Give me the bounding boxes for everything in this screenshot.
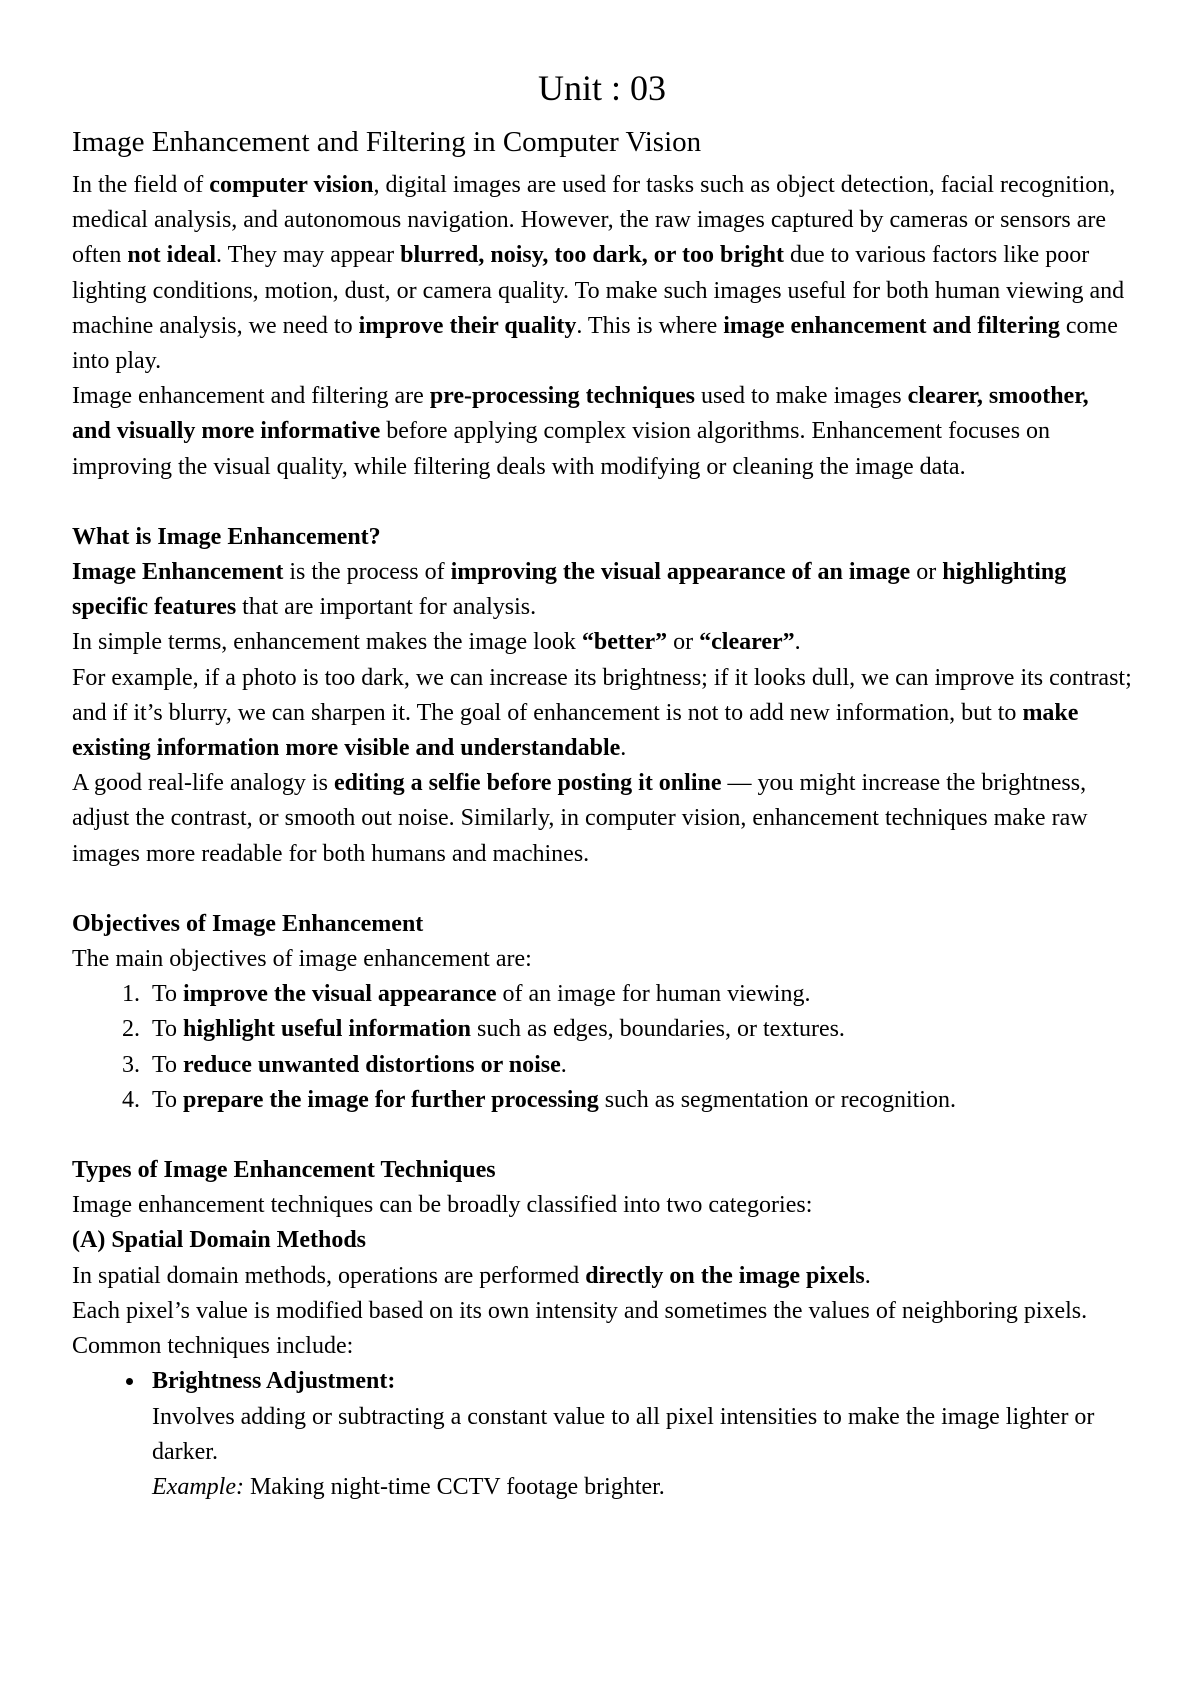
list-item: 1. To improve the visual appearance of an image for human viewing. — [146, 977, 1132, 1012]
section-heading-objectives: Objectives of Image Enhancement — [72, 910, 424, 937]
spacer — [72, 485, 1132, 520]
intro-paragraph-2: Image enhancement and filtering are pre-processing techniques used to make images clearer, smoother, and visually more informative before applying complex vision algorithms. Enhancement focuses on improving the visual quality, while filtering deals with modifying or cleaning the image data. — [72, 383, 1089, 480]
list-item: 2. To highlight useful information such as edges, boundaries, or textures. — [146, 1012, 1132, 1047]
unit-title: Unit : 03 — [537, 68, 666, 108]
techniques-list — [72, 1364, 1132, 1505]
spatial-paragraph-2: Each pixel’s value is modified based on its own intensity and sometimes the values of neighboring pixels. — [72, 1297, 1088, 1324]
what-is-paragraph-1: Image Enhancement is the process of improving the visual appearance of an image or highlighting specific features that are important for analysis. — [72, 559, 1067, 621]
list-item — [146, 1364, 1132, 1505]
section-heading-types: Types of Image Enhancement Techniques — [72, 1157, 496, 1184]
spatial-paragraph-3: Common techniques include: — [72, 1333, 354, 1360]
objectives-intro: The main objectives of image enhancement are: — [72, 946, 532, 973]
list-item: 4. To prepare the image for further processing such as segmentation or recognition. — [146, 1083, 1132, 1118]
technique-description: Involves adding or subtracting a constant value to all pixel intensities to make the image lighter or darker. — [152, 1403, 1095, 1465]
spacer — [72, 1118, 1132, 1153]
example-text: Making night-time CCTV footage brighter. — [243, 1473, 665, 1500]
what-is-paragraph-2: In simple terms, enhancement makes the image look “better” or “clearer”. — [72, 629, 801, 656]
what-is-paragraph-3: For example, if a photo is too dark, we can increase its brightness; if it looks dull, we can improve its contrast; and if it’s blurry, we can sharpen it. The goal of enhancement is not to add new information, but to make existing information more visible and understandable. — [72, 664, 1132, 762]
intro-paragraph-1: In the field of computer vision, digital images are used for tasks such as object detection, facial recognition, medical analysis, and autonomous navigation. However, the raw images captured by cameras or sensors are often not ideal. They may appear blurred, noisy, too dark, or too bright due to various factors like poor lighting conditions, motion, dust, or camera quality. To make such images useful for both human viewing and machine analysis, we need to improve their quality. This is where image enhancement and filtering come into play. — [72, 172, 1125, 375]
spatial-paragraph-1: In spatial domain methods, operations are performed directly on the image pixels. — [72, 1262, 871, 1289]
example-label: Example: — [152, 1473, 244, 1500]
section-heading-what-is: What is Image Enhancement? — [72, 523, 381, 550]
types-intro: Image enhancement techniques can be broadly classified into two categories: — [72, 1192, 813, 1219]
document-page — [72, 62, 1132, 1505]
spacer — [72, 872, 1132, 907]
list-item: 3. To reduce unwanted distortions or noise. — [146, 1048, 1132, 1083]
document-heading: Image Enhancement and Filtering in Computer Vision — [72, 126, 702, 158]
subsection-heading-spatial: (A) Spatial Domain Methods — [72, 1227, 367, 1254]
technique-title: Brightness Adjustment: — [152, 1368, 396, 1395]
what-is-paragraph-4: A good real-life analogy is editing a selfie before posting it online — you might increase the brightness, adjust the contrast, or smooth out noise. Similarly, in computer vision, enhancement techniques make raw images more readable for both humans and machines. — [72, 770, 1088, 867]
objectives-list — [72, 977, 1132, 1118]
